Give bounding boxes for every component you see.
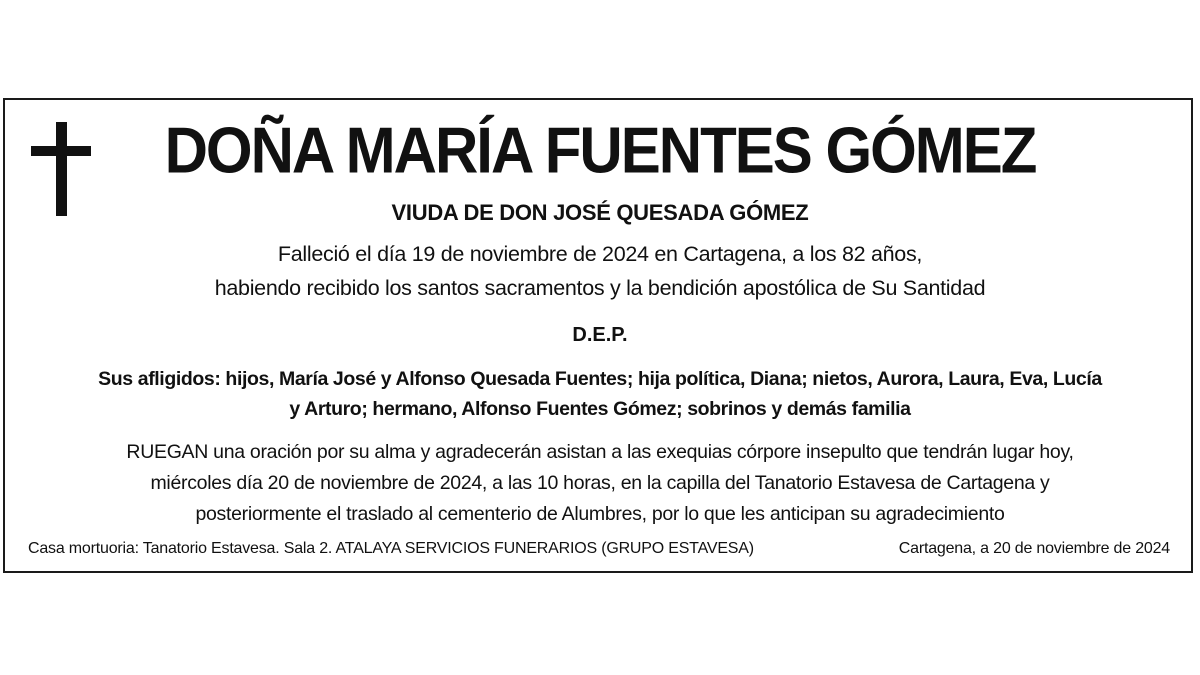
death-notice-line-1: Falleció el día 19 de noviembre de 2024 en Cartagena, a los 82 años, [277, 242, 923, 266]
death-notice-line-2: habiendo recibido los santos sacramentos y la bendición apostólica de Su Santidad [214, 276, 986, 300]
request-line-2: miércoles día 20 de noviembre de 2024, a las 10 horas, en la capilla del Tanatorio Estavesa de Cartagena y [150, 472, 1050, 494]
mourners-line-2: y Arturo; hermano, Alfonso Fuentes Gómez; sobrinos y demás familia [289, 398, 911, 420]
deceased-name: DOÑA MARÍA FUENTES GÓMEZ [164, 114, 1036, 187]
funeral-home-info: Casa mortuoria: Tanatorio Estavesa. Sala 2. ATALAYA SERVICIOS FUNERARIOS (GRUPO ESTAVESA) [28, 540, 754, 557]
request-line-3: posteriormente el traslado al cementerio de Alumbres, por lo que les anticipan su agradecimiento [195, 503, 1005, 525]
request-line-1: RUEGAN una oración por su alma y agradecerán asistan a las exequias córpore insepulto que tendrán lugar hoy, [126, 441, 1074, 463]
mourners-line-1: Sus afligidos: hijos, María José y Alfonso Quesada Fuentes; hija política, Diana; nietos, Aurora, Laura, Eva, Lucía [98, 368, 1102, 390]
widow-subtitle: VIUDA DE DON JOSÉ QUESADA GÓMEZ [391, 200, 809, 225]
place-date: Cartagena, a 20 de noviembre de 2024 [898, 540, 1170, 557]
dep-label: D.E.P. [572, 324, 628, 346]
